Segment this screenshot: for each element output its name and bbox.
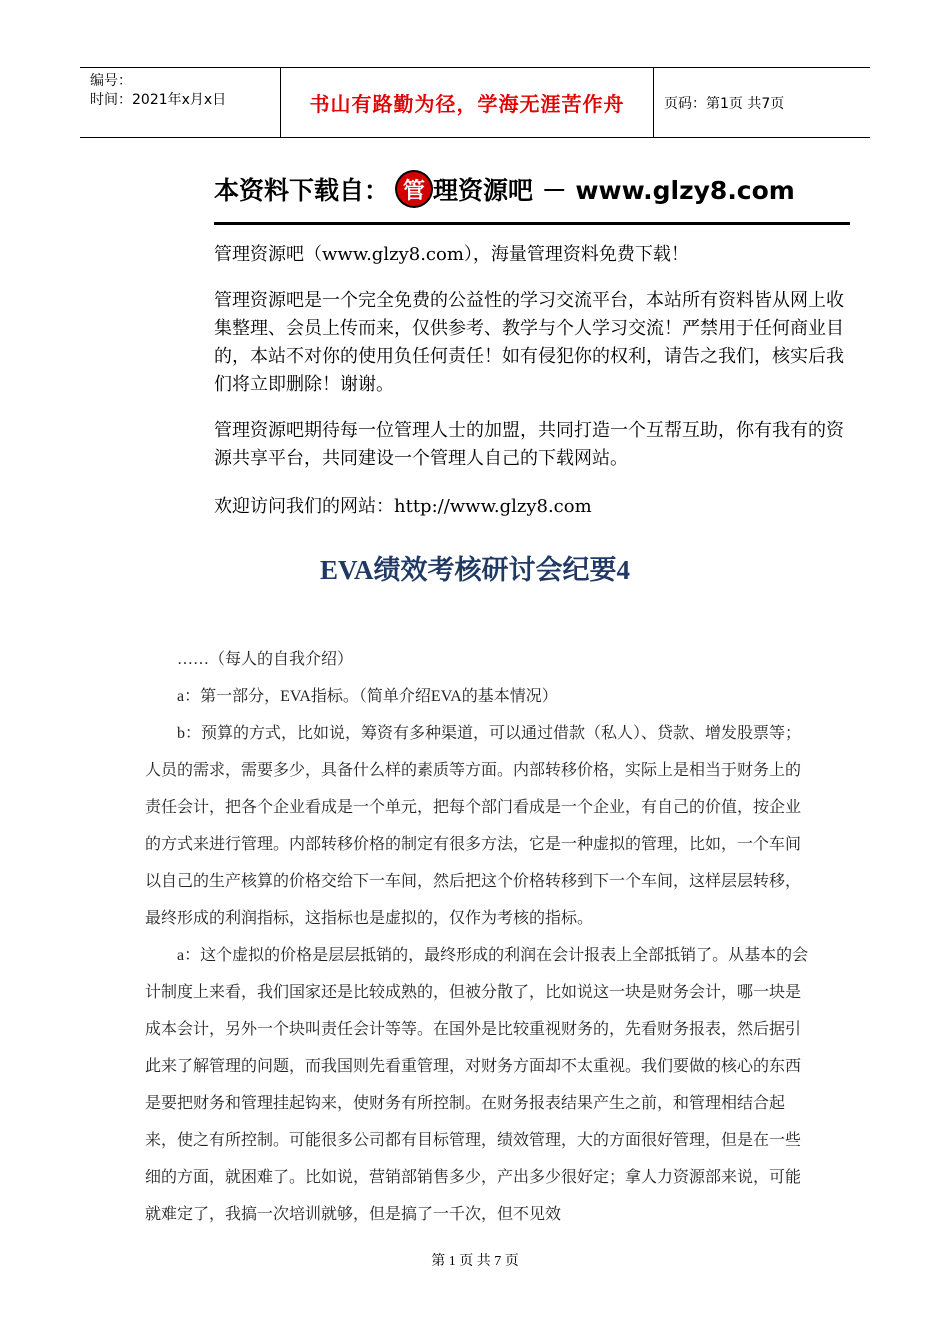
document-body (145, 641, 810, 1233)
header-page-info: 页码：第1页 共7页 (664, 95, 785, 112)
banner-paragraph: 管理资源吧（www.glzy8.com），海量管理资料免费下载！ (214, 244, 689, 265)
header-motto-cell (280, 68, 654, 137)
header-motto: 书山有路勤为径，学海无涯苦作舟 (309, 92, 625, 116)
banner-paragraph: 管理资源吧是一个完全免费的公益性的学习交流平台，本站所有资料皆从网上收集整理、会员上传而来，仅供参考、教学与个人学习交流！严禁用于任何商业目的，本站不对你的使用负任何责任！如有侵犯你的权利，请告之我们，核实后我们将立即删除！谢谢。 (214, 290, 844, 395)
document-title: EVA绩效考核研讨会纪要4 (319, 555, 631, 585)
site-logo-icon: 管 (397, 172, 431, 206)
banner-title (214, 160, 850, 218)
page-footer: 第 1 页 共 7 页 (431, 1254, 519, 1269)
banner-title-prefix: 本资料下载自： (214, 176, 390, 205)
body-paragraph: a：第一部分，EVA指标。（简单介绍EVA的基本情况） (177, 688, 558, 705)
banner-website-line: 欢迎访问我们的网站：http://www.glzy8.com (214, 496, 592, 517)
header-meta-cell (80, 68, 280, 137)
banner-title-suffix: 理资源吧 － www.glzy8.com (433, 176, 795, 205)
body-paragraph: b：预算的方式，比如说，筹资有多种渠道，可以通过借款（私人）、贷款、增发股票等；人员的需求，需要多少，具备什么样的素质等方面。内部转移价格，实际上是相当于财务上的责任会计，把各个企业看成是一个单元，把每个部门看成是一个企业，有自己的价值，按企业的方式来进行管理。内部转移价格的制定有很多方法，它是一种虚拟的管理，比如，一个车间以自己的生产核算的价格交给下一车间，然后把这个价格转移到下一个车间，这样层层转移，最终形成的利润指标，这指标也是虚拟的，仅作为考核的指标。 (145, 725, 802, 927)
body-paragraph: a：这个虚拟的价格是层层抵销的，最终形成的利润在会计报表上全部抵销了。从基本的会计制度上来看，我们国家还是比较成熟的，但被分散了，比如说这一块是财务会计，哪一块是成本会计，另外一个块叫责任会计等等。在国外是比较重视财务的，先看财务报表，然后据引此来了解管理的问题，而我国则先看重管理，对财务方面却不太重视。我们要做的核心的东西是要把财务和管理挂起钩来，使财务有所控制。在财务报表结果产生之前，和管理相结合起来，使之有所控制。可能很多公司都有目标管理，绩效管理，大的方面很好管理，但是在一些细的方面，就困难了。比如说，营销部销售多少，产出多少很好定；拿人力资源部来说，可能就难定了，我搞一次培训就够，但是搞了一千次，但不见效 (145, 947, 809, 1223)
download-source-banner (214, 160, 850, 521)
banner-paragraph: 管理资源吧期待每一位管理人士的加盟，共同打造一个互帮互助，你有我有的资源共享平台，共同建设一个管理人自己的下载网站。 (214, 420, 844, 469)
header-page-cell (654, 68, 870, 137)
banner-divider (214, 222, 850, 225)
document-time-label: 时间：2021年x月x日 (90, 92, 227, 108)
document-number-label: 编号： (90, 73, 132, 89)
body-paragraph: ……（每人的自我介绍） (177, 651, 354, 668)
header-table (80, 67, 870, 138)
